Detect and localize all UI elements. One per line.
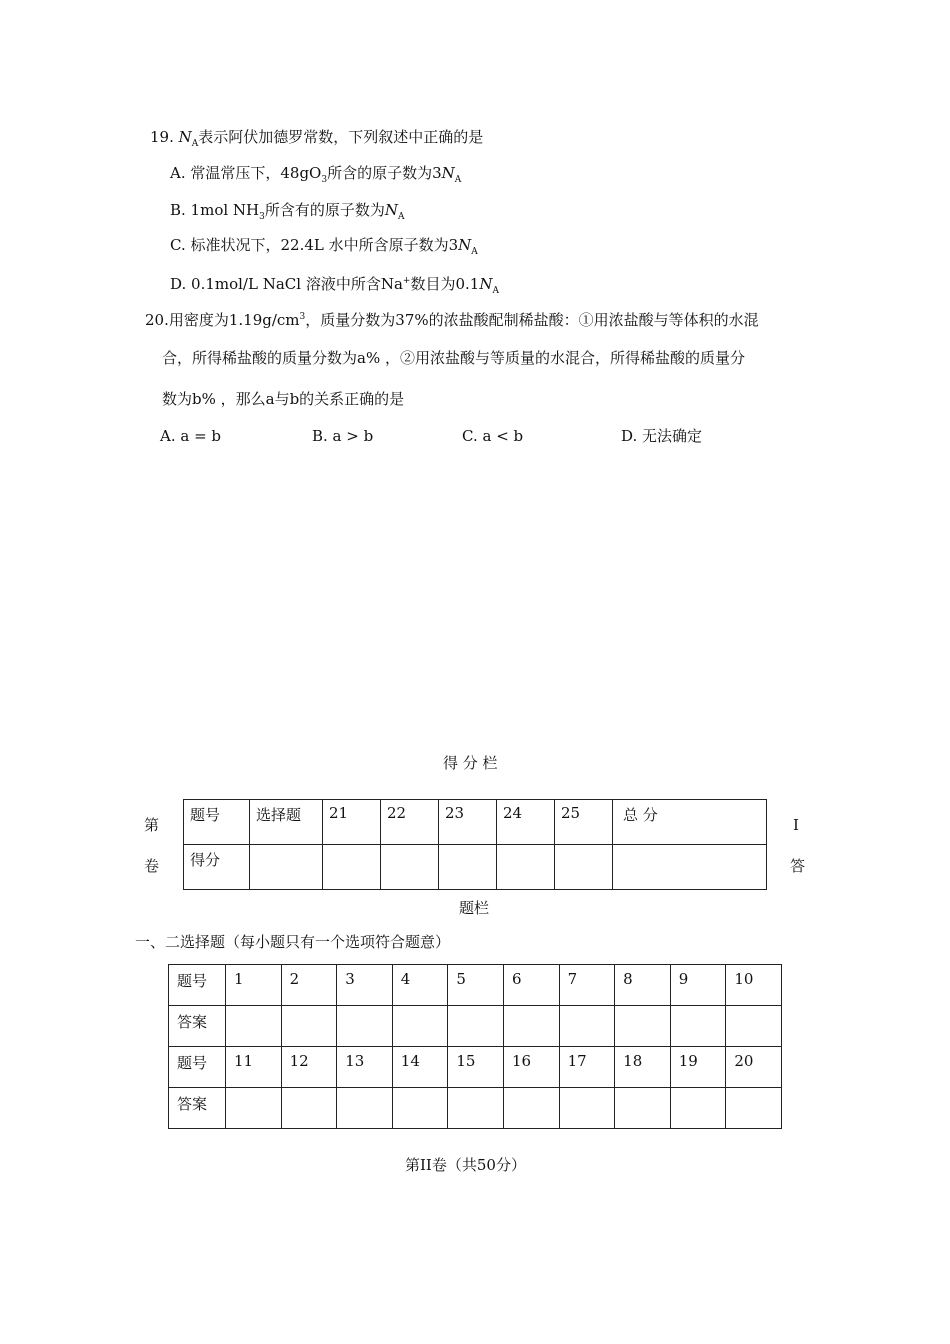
answer-cell[interactable] xyxy=(726,1088,782,1129)
answer-cell[interactable] xyxy=(337,1006,393,1047)
score-section-title: 得 分 栏 xyxy=(443,754,498,772)
q19-option-c: C. 标准状况下，22.4L 水中所含原子数为$3N_A$ xyxy=(170,236,478,257)
q20-option-b: B. a > b xyxy=(312,427,374,445)
answer-number-cell: 13 xyxy=(337,1047,393,1088)
answer-number-cell: 2 xyxy=(281,965,337,1006)
q19-option-a: A. 常温常压下，$48gO_3$所含的原子数为$3N_A$ xyxy=(170,164,462,185)
answer-number-cell: 5 xyxy=(448,965,504,1006)
answer-number-cell: 14 xyxy=(392,1047,448,1088)
score-cell[interactable] xyxy=(555,845,613,890)
score-cell[interactable] xyxy=(613,845,767,890)
answer-row-label: 答案 xyxy=(169,1088,226,1129)
answer-number-cell: 6 xyxy=(503,965,559,1006)
answer-cell[interactable] xyxy=(448,1006,504,1047)
answer-cell[interactable] xyxy=(281,1006,337,1047)
side-label-left-bottom: 卷 xyxy=(144,857,160,875)
answer-number-cell: 4 xyxy=(392,965,448,1006)
answer-section-heading: 一、二选择题（每小题只有一个选项符合题意） xyxy=(135,933,451,951)
answer-table-row xyxy=(169,1047,782,1088)
side-label-right-bottom: 答 xyxy=(790,857,806,875)
score-table-header-row xyxy=(184,800,767,845)
score-header-cell: 24 xyxy=(497,800,555,845)
q19-option-d: D. 0.1mol/L NaCl 溶液中所含Na+数目为$0.1N_A$ xyxy=(170,275,499,296)
answer-table-row xyxy=(169,1088,782,1129)
answer-row-label: 答案 xyxy=(169,1006,226,1047)
answer-cell[interactable] xyxy=(615,1006,671,1047)
answer-cell[interactable] xyxy=(337,1088,393,1129)
answer-number-cell: 8 xyxy=(615,965,671,1006)
answer-number-cell: 12 xyxy=(281,1047,337,1088)
q20-line1: 20.用密度为$1.19g/cm^3$，质量分数为37%的浓盐酸配制稀盐酸：①用浓盐酸与等体积的水混 xyxy=(145,311,759,329)
answer-cell[interactable] xyxy=(281,1088,337,1129)
answer-cell[interactable] xyxy=(670,1088,726,1129)
q19-stem: 19. $N_A$表示阿伏加德罗常数，下列叙述中正确的是 xyxy=(150,128,484,149)
answer-cell[interactable] xyxy=(503,1088,559,1129)
q20-line3: 数为b% ，那么a与b的关系正确的是 xyxy=(162,390,405,408)
q19-option-b: B. 1mol $NH_3$所含有的原子数为$N_A$ xyxy=(170,201,405,222)
side-label-left-top: 第 xyxy=(144,816,160,834)
answer-cell[interactable] xyxy=(226,1006,282,1047)
part2-title: 第II卷（共50分） xyxy=(405,1156,526,1174)
score-header-cell: 题号 xyxy=(184,800,250,845)
score-header-cell: 23 xyxy=(439,800,497,845)
score-table xyxy=(183,799,767,890)
answer-cell[interactable] xyxy=(615,1088,671,1129)
answer-cell[interactable] xyxy=(226,1088,282,1129)
answer-number-cell: 11 xyxy=(226,1047,282,1088)
score-cell[interactable] xyxy=(250,845,323,890)
answer-number-cell: 16 xyxy=(503,1047,559,1088)
score-table-score-row xyxy=(184,845,767,890)
score-row-label: 得分 xyxy=(184,845,250,890)
q20-option-d: D. 无法确定 xyxy=(621,427,703,445)
score-header-cell: 21 xyxy=(323,800,381,845)
answer-cell[interactable] xyxy=(559,1006,615,1047)
q20-option-c: C. a < b xyxy=(462,427,524,445)
answer-number-cell: 3 xyxy=(337,965,393,1006)
score-header-cell: 总 分 xyxy=(613,800,767,845)
answer-cell[interactable] xyxy=(559,1088,615,1129)
q20-line2: 合，所得稀盐酸的质量分数为a% ，②用浓盐酸与等质量的水混合，所得稀盐酸的质量分 xyxy=(162,349,745,367)
answer-number-cell: 18 xyxy=(615,1047,671,1088)
score-cell[interactable] xyxy=(381,845,439,890)
answer-cell[interactable] xyxy=(726,1006,782,1047)
score-header-cell: 选择题 xyxy=(250,800,323,845)
side-label-right-top: I xyxy=(793,816,799,834)
answer-table-row xyxy=(169,965,782,1006)
score-section-caption: 题栏 xyxy=(459,899,490,917)
answer-table-row xyxy=(169,1006,782,1047)
answer-cell[interactable] xyxy=(448,1088,504,1129)
answer-number-cell: 19 xyxy=(670,1047,726,1088)
score-cell[interactable] xyxy=(323,845,381,890)
score-header-cell: 22 xyxy=(381,800,439,845)
answer-table xyxy=(168,964,782,1129)
answer-number-cell: 10 xyxy=(726,965,782,1006)
q20-option-a: A. a = b xyxy=(160,427,222,445)
answer-number-cell: 9 xyxy=(670,965,726,1006)
answer-cell[interactable] xyxy=(503,1006,559,1047)
answer-number-cell: 15 xyxy=(448,1047,504,1088)
answer-number-cell: 7 xyxy=(559,965,615,1006)
score-cell[interactable] xyxy=(497,845,555,890)
answer-header-cell: 题号 xyxy=(169,965,226,1006)
score-cell[interactable] xyxy=(439,845,497,890)
answer-cell[interactable] xyxy=(670,1006,726,1047)
answer-header-cell: 题号 xyxy=(169,1047,226,1088)
answer-number-cell: 20 xyxy=(726,1047,782,1088)
answer-cell[interactable] xyxy=(392,1088,448,1129)
answer-number-cell: 1 xyxy=(226,965,282,1006)
score-header-cell: 25 xyxy=(555,800,613,845)
answer-cell[interactable] xyxy=(392,1006,448,1047)
answer-number-cell: 17 xyxy=(559,1047,615,1088)
